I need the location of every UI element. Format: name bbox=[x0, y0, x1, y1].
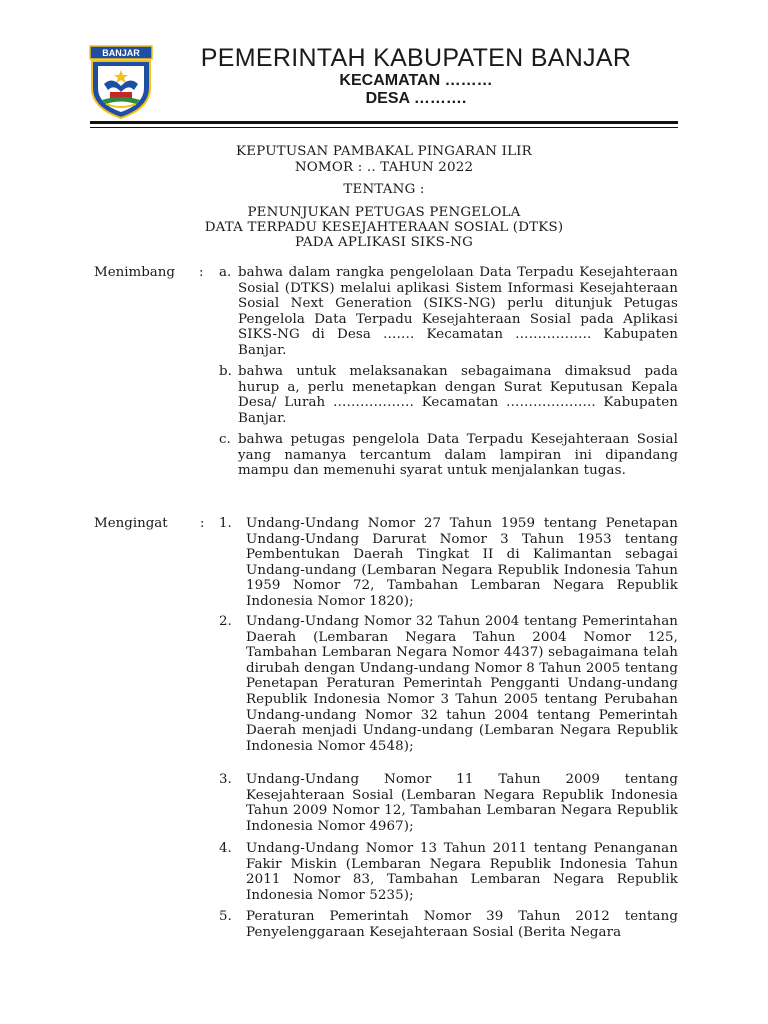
mengingat-item-3: Undang-Undang Nomor 11 Tahun 2009 tentang Kesejahteraan Sosial (Lembaran Negara Republik Indonesia Tahun 2009 Nomor 12, Tambahan Lembaran Negara Republik Indonesia Nomor 4967); bbox=[246, 772, 678, 834]
decree-subject-3: PADA APLIKASI SIKS-NG bbox=[294, 235, 474, 250]
kecamatan-line: KECAMATAN ……… bbox=[339, 72, 493, 89]
mengingat-item-2: Undang-Undang Nomor 32 Tahun 2004 tentang Pemerintahan Daerah (Lembaran Negara Tahun 2004 Nomor 125, Tambahan Lembaran Negara Nomor 4437) sebagaimana telah dirubah dengan Undang-undang Nomor 8 Tahun 2005 tentang Penetapan Peraturan Pemerintah Pengganti Undang-undang Republik Indonesia Nomor 3 Tahun 2005 tentang Perubahan Undang-undang Nomor 32 tahun 2004 tentang Pemerintah Daerah menjadi Undang-undang (Lembaran Negara Republik Indonesia Nomor 4548); bbox=[246, 614, 678, 754]
menimbang-colon: : bbox=[199, 265, 204, 280]
letterhead-rule-thin bbox=[90, 127, 678, 128]
government-title: PEMERINTAH KABUPATEN BANJAR bbox=[200, 44, 632, 72]
menimbang-item-a: bahwa dalam rangka pengelolaan Data Terpadu Kesejahteraan Sosial (DTKS) melalui aplikasi Sistem Informasi Kesejahteraan Sosial Next Generation (SIKS-NG) perlu ditunjuk Petugas Pengelola Data Terpadu Kesejahteraan Sosial pada Aplikasi SIKS-NG di Desa ……. Kecamatan …………….. Kabupaten Banjar. bbox=[238, 265, 678, 358]
menimbang-label: Menimbang bbox=[94, 265, 175, 280]
decree-subject-1: PENUNJUKAN PETUGAS PENGELOLA bbox=[247, 205, 521, 220]
menimbang-item-b: bahwa untuk melaksanakan sebagaimana dimaksud pada hurup a, perlu menetapkan dengan Surat Keputusan Kepala Desa/ Lurah ……………… Kecamatan ……………….. Kabupaten Banjar. bbox=[238, 364, 678, 426]
decree-number: NOMOR : .. TAHUN 2022 bbox=[294, 160, 474, 175]
decree-title: KEPUTUSAN PAMBAKAL PINGARAN ILIR bbox=[236, 144, 532, 159]
mengingat-marker-3: 3. bbox=[219, 772, 232, 787]
mengingat-marker-4: 4. bbox=[219, 841, 232, 856]
desa-line: DESA ………. bbox=[365, 90, 467, 107]
decree-subject-2: DATA TERPADU KESEJAHTERAAN SOSIAL (DTKS) bbox=[204, 220, 564, 235]
mengingat-item-5: Peraturan Pemerintah Nomor 39 Tahun 2012 tentang Penyelenggaraan Kesejahteraan Sosial (Berita Negara bbox=[246, 909, 678, 940]
menimbang-marker-c: c. bbox=[219, 432, 231, 447]
mengingat-item-4: Undang-Undang Nomor 13 Tahun 2011 tentang Penanganan Fakir Miskin (Lembaran Negara Republik Indonesia Tahun 2011 Nomor 83, Tambahan Lembaran Negara Republik Indonesia Nomor 5235); bbox=[246, 841, 678, 903]
mengingat-marker-5: 5. bbox=[219, 909, 232, 924]
svg-text:BANJAR: BANJAR bbox=[102, 48, 140, 58]
letterhead-rule-thick bbox=[90, 121, 678, 124]
mengingat-marker-2: 2. bbox=[219, 614, 232, 629]
mengingat-label: Mengingat bbox=[94, 516, 168, 531]
menimbang-marker-a: a. bbox=[219, 265, 232, 280]
menimbang-item-c: bahwa petugas pengelola Data Terpadu Kesejahteraan Sosial yang namanya tercantum dalam lampiran ini dipandang mampu dan memenuhi syarat untuk menjalankan tugas. bbox=[238, 432, 678, 479]
mengingat-marker-1: 1. bbox=[219, 516, 232, 531]
decree-tentang: TENTANG : bbox=[343, 182, 425, 197]
menimbang-marker-b: b. bbox=[219, 364, 232, 379]
mengingat-colon: : bbox=[200, 516, 205, 531]
mengingat-item-1: Undang-Undang Nomor 27 Tahun 1959 tentang Penetapan Undang-Undang Darurat Nomor 3 Tahun 1953 tentang Pembentukan Daerah Tingkat II di Kalimantan sebagai Undang-undang (Lembaran Negara Republik Indonesia Tahun 1959 Nomor 72, Tambahan Lembaran Negara Republik Indonesia Nomor 1820); bbox=[246, 516, 678, 609]
banjar-crest-logo bbox=[88, 44, 154, 120]
